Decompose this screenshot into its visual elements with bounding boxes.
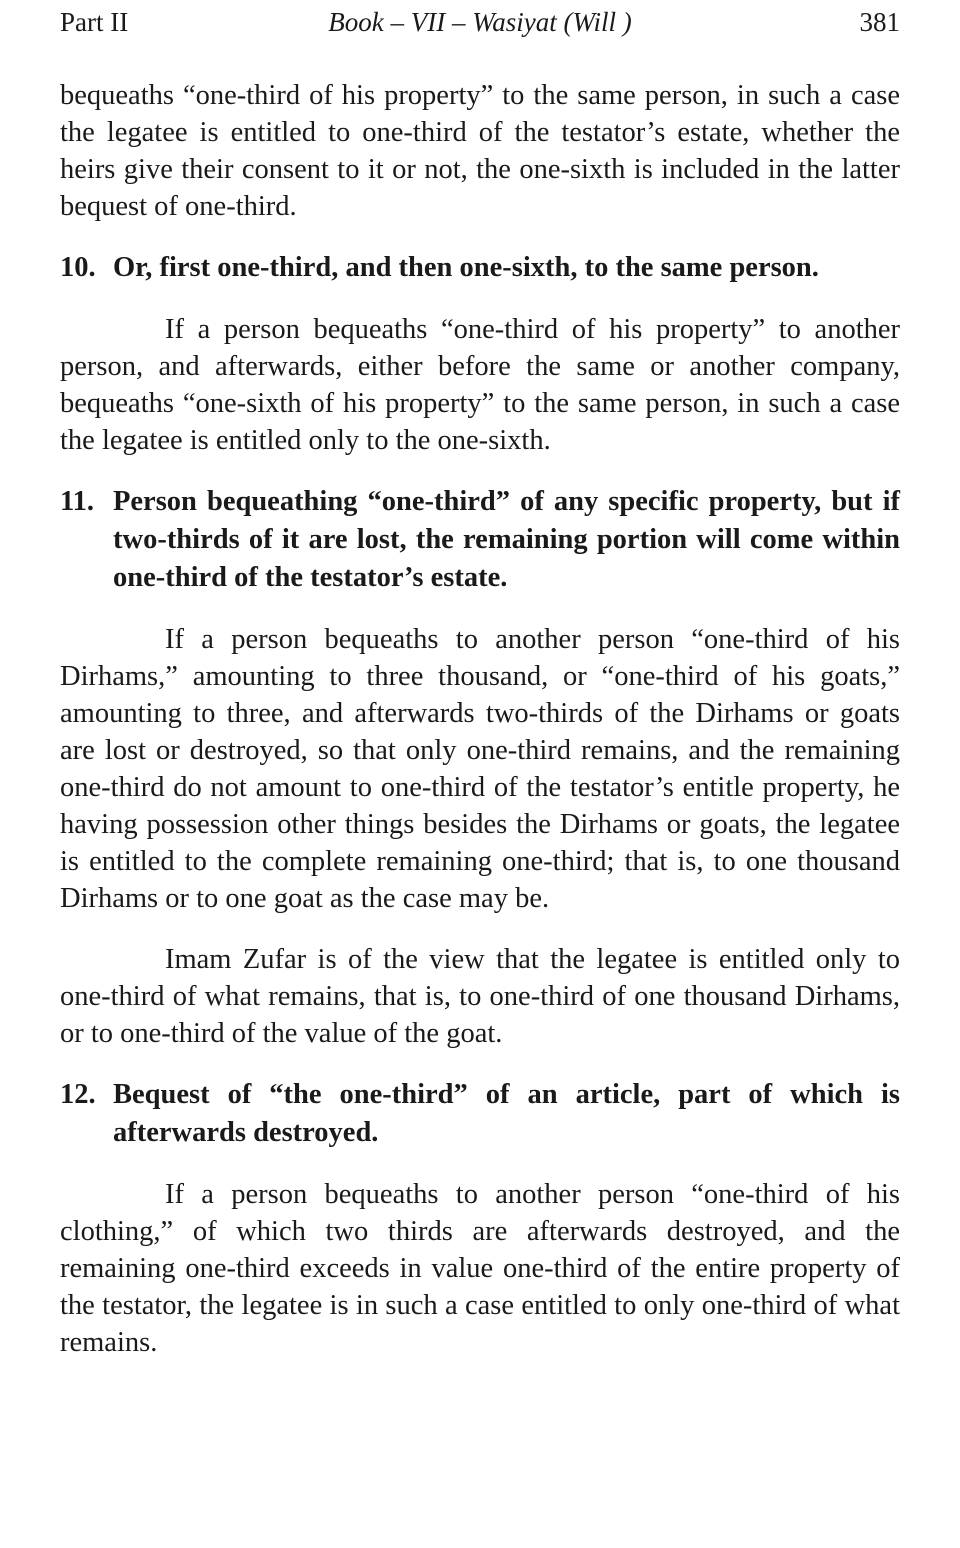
body-paragraph: If a person bequeaths to another person “one-third of his Dirhams,” amounting to three thousand, or “one-third of his goats,” amounting to three, and afterwards two-thirds of the Dirhams or goats are lost or destroyed, so that only one-third remains, and the remaining one-third do not amount to one-third of the testator’s entitle property, he having possession other things besides the Dirhams or goats, the legatee is entitled to the complete remaining one-third; that is, to one thousand Dirhams or to one goat as the case may be. (60, 624, 900, 914)
section-title: Or, first one-third, and then one-sixth, to the same person. (113, 252, 819, 283)
body-paragraph: Imam Zufar is of the view that the legatee is entitled only to one-third of what remains, that is, to one-third of one thousand Dirhams, or to one-third of the value of the goat. (60, 944, 900, 1049)
paragraph-gap (60, 917, 900, 941)
section-number: 10. (60, 252, 96, 283)
book-page (60, 0, 900, 1361)
section-title: Person bequeathing “one-third” of any specific property, but if two-thirds of it are lost, the remaining portion will come within one-third of the testator’s estate. (113, 486, 900, 593)
section-number: 12. (60, 1079, 96, 1110)
header-part-label: Part II (60, 7, 129, 37)
header-book-title: Book – VII – Wasiyat (Will ) (328, 7, 632, 37)
body-paragraph: If a person bequeaths to another person “one-third of his clothing,” of which two thirds are afterwards destroyed, and the remaining one-third exceeds in value one-third of the entire property of the testator, the legatee is in such a case entitled to only one-third of what remains. (60, 1179, 900, 1358)
section-title: Bequest of “the one-third” of an article, part of which is afterwards destroyed. (113, 1079, 900, 1148)
running-header (60, 2, 900, 46)
continued-paragraph: bequeaths “one-third of his property” to the same person, in such a case the legatee is entitled to one-third of the testator’s estate, whether the heirs give their consent to it or not, the one-sixth is included in the latter bequest of one-third. (60, 80, 900, 222)
section-heading-12 (60, 1076, 900, 1152)
section-heading-10 (60, 249, 900, 287)
section-number: 11. (60, 486, 95, 517)
section-heading-11 (60, 483, 900, 597)
page-number: 381 (859, 7, 900, 37)
body-paragraph: If a person bequeaths “one-third of his property” to another person, and afterwards, either before the same or another company, bequeaths “one-sixth of his property” to the same person, in such a case the legatee is entitled only to the one-sixth. (60, 314, 900, 456)
